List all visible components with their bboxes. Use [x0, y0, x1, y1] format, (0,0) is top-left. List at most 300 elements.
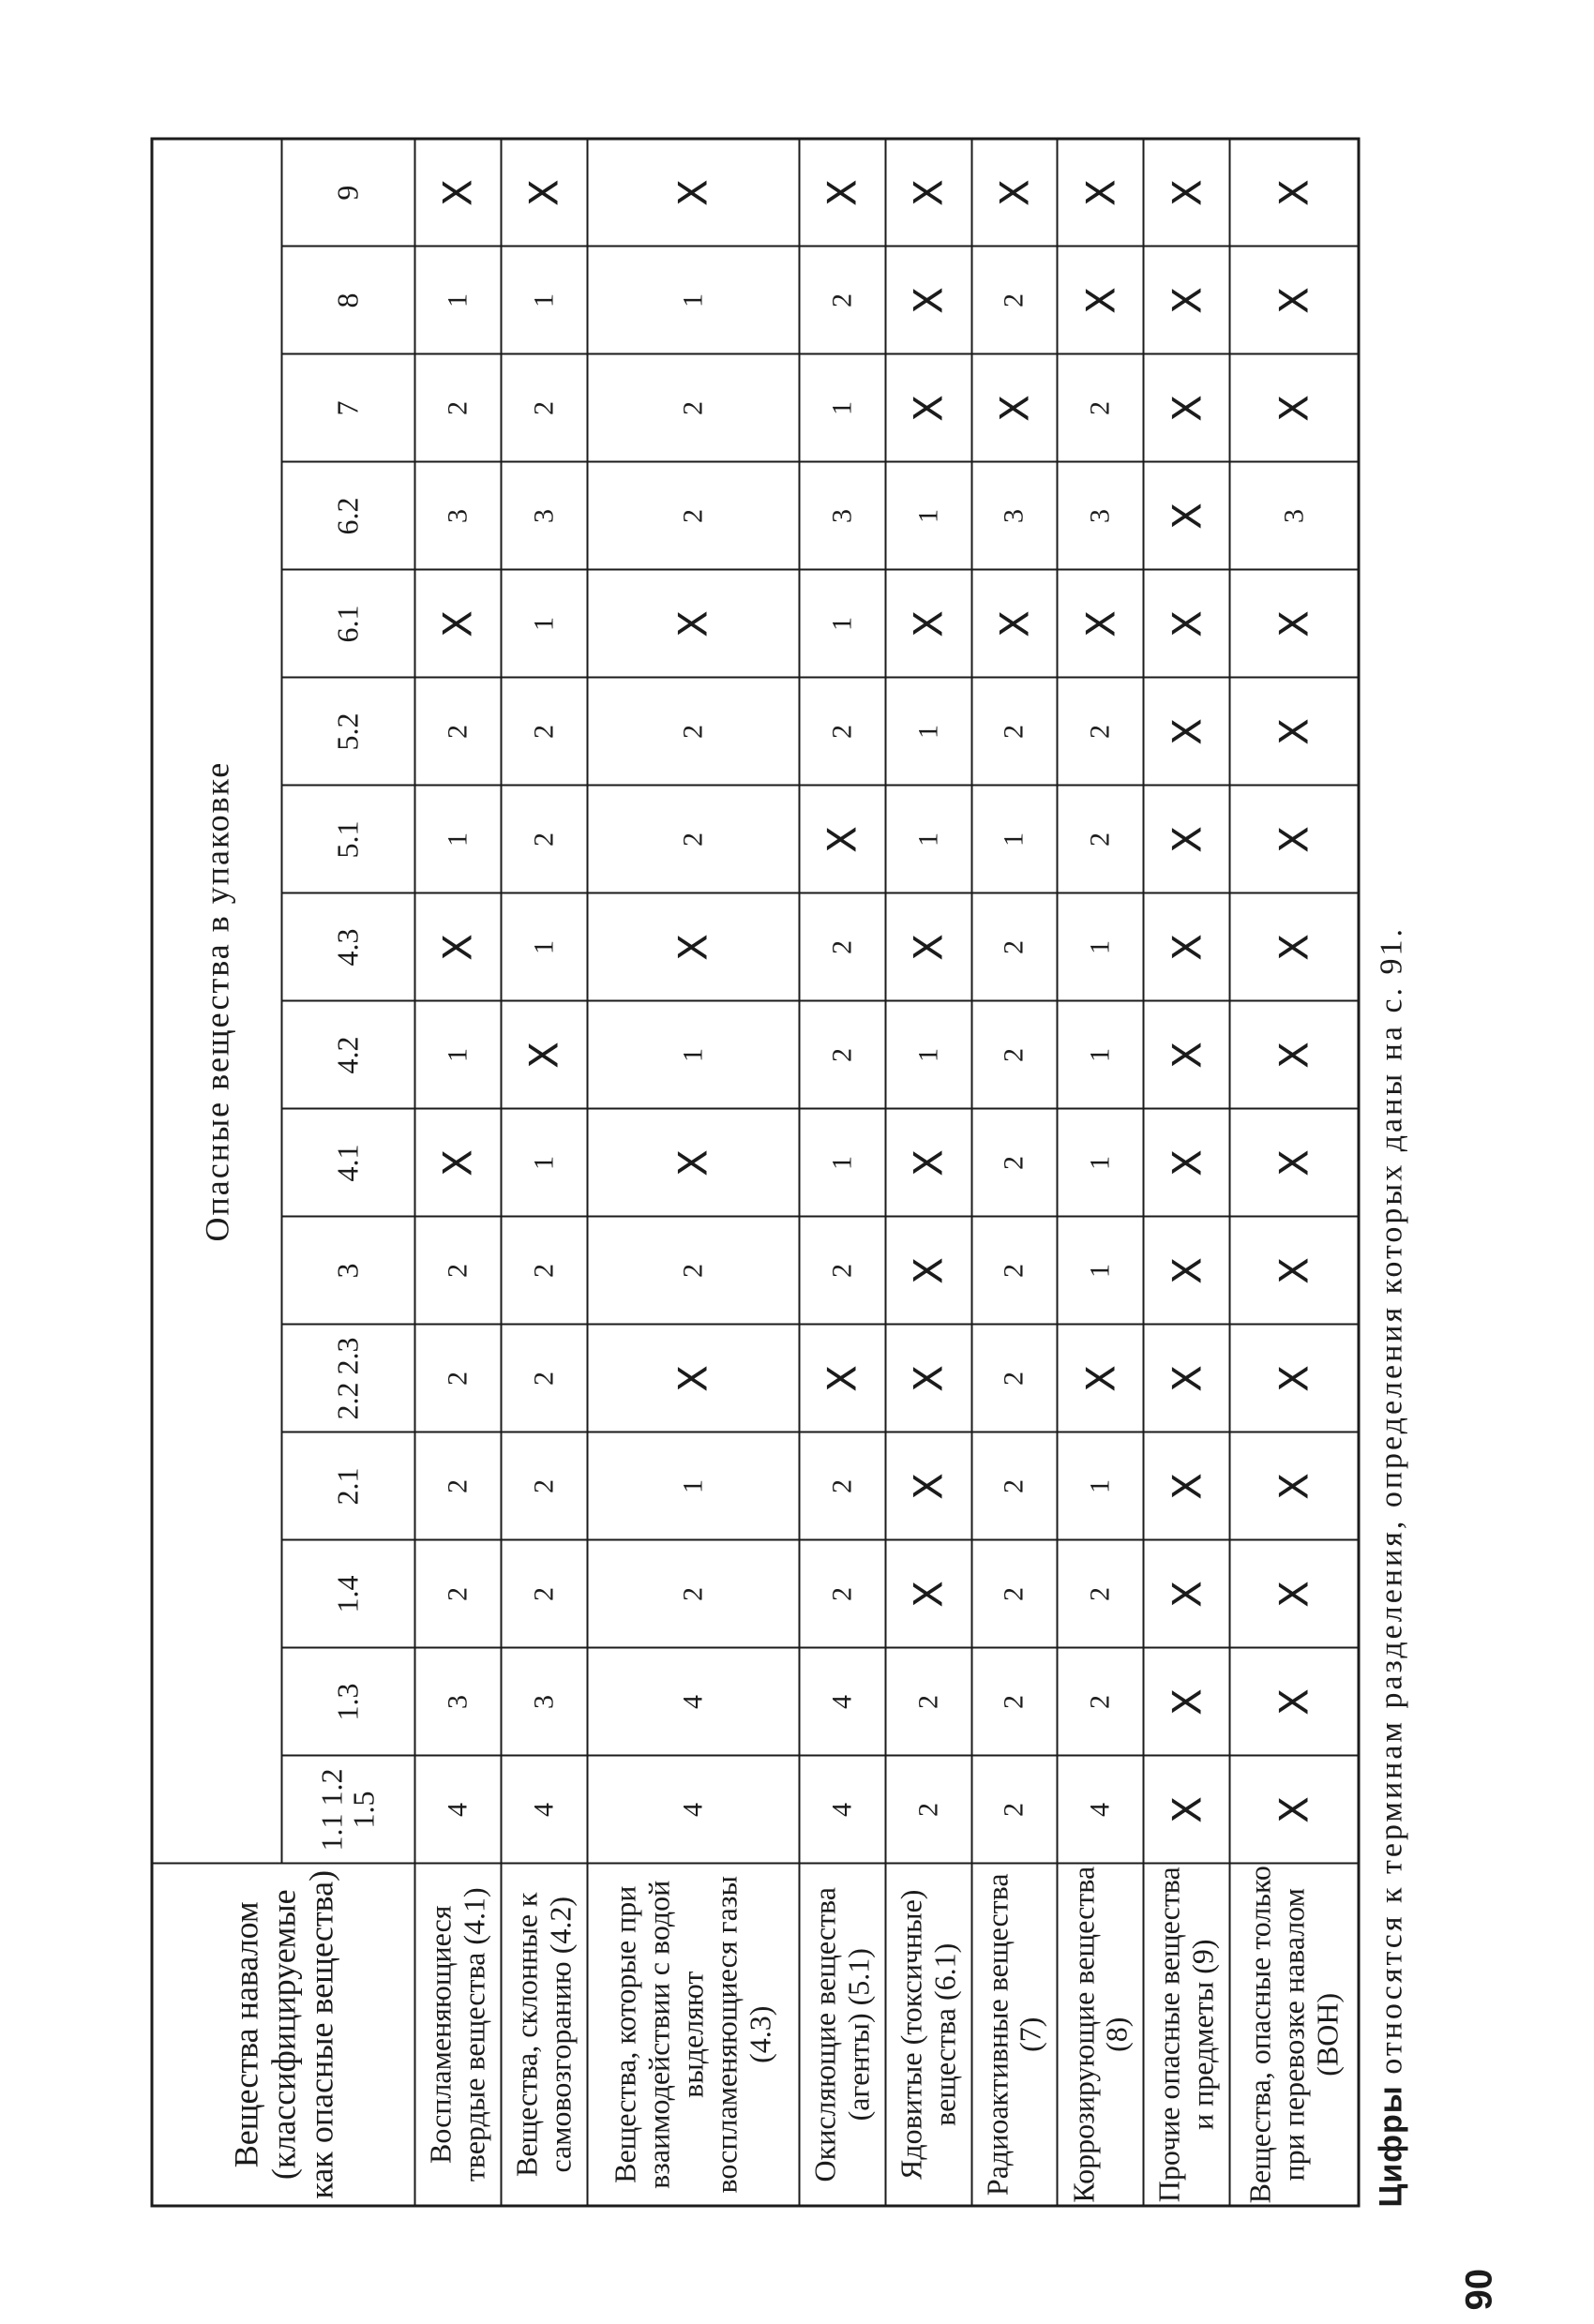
- cross-mark: X: [520, 178, 567, 206]
- column-header: 8: [281, 247, 414, 354]
- group-header: Опасные вещества в упаковке: [152, 138, 282, 1863]
- cell-value: 2: [676, 832, 708, 847]
- cross-mark: X: [1163, 1148, 1210, 1177]
- table-cell: [587, 1432, 799, 1540]
- column-header: 4.1: [281, 1109, 414, 1217]
- table-cell: [1143, 462, 1229, 570]
- table-cell: [501, 1001, 587, 1109]
- table-cell: [1143, 1001, 1229, 1109]
- cross-mark: X: [1076, 286, 1123, 314]
- cross-mark: X: [1271, 1148, 1317, 1177]
- cell-value: 2: [441, 1371, 473, 1386]
- table-cell: [1229, 1001, 1358, 1109]
- cross-mark: X: [905, 178, 952, 206]
- cell-value: 1: [998, 832, 1030, 847]
- cross-mark: X: [990, 394, 1037, 422]
- cell-value: 1: [825, 616, 857, 631]
- cross-mark: X: [1163, 609, 1210, 637]
- table-cell: [885, 1540, 971, 1648]
- table-cell: [1057, 354, 1143, 462]
- cell-value: 2: [998, 1694, 1030, 1709]
- cell-value: 2: [1084, 1694, 1116, 1709]
- row-label: Окисляющие вещества (агенты) (5.1): [799, 1864, 885, 2206]
- table-cell: [1229, 1217, 1358, 1325]
- table-cell: [1057, 678, 1143, 786]
- table-cell: [1057, 1756, 1143, 1864]
- row-label: Ядовитые (токсичные) вещества (6.1): [885, 1864, 971, 2206]
- cross-mark: X: [1163, 717, 1210, 745]
- table-cell: [501, 893, 587, 1001]
- table-cell: [799, 354, 885, 462]
- cross-mark: X: [1163, 286, 1210, 314]
- cross-mark: X: [1163, 1795, 1210, 1823]
- table-cell: [1057, 1648, 1143, 1756]
- table-cell: [1143, 247, 1229, 354]
- table-cell: [971, 1109, 1058, 1217]
- cross-mark: X: [905, 933, 952, 961]
- row-label: Коррозирующие вещества (8): [1057, 1864, 1143, 2206]
- cell-value: 4: [527, 1802, 559, 1817]
- table-cell: [1057, 247, 1143, 354]
- table-cell: [971, 1325, 1058, 1432]
- table-cell: [1229, 1756, 1358, 1864]
- cell-value: 3: [441, 508, 473, 523]
- table-cell: [501, 138, 587, 246]
- cell-value: 2: [998, 939, 1030, 954]
- cell-value: 1: [676, 1047, 708, 1062]
- page-number: 90: [1458, 2268, 1499, 2310]
- row-label: Воспламеняющиеся твердые вещества (4.1): [414, 1864, 501, 2206]
- table-cell: [587, 1540, 799, 1648]
- table-cell: [885, 247, 971, 354]
- table-cell: [885, 786, 971, 893]
- cell-value: 1: [527, 292, 559, 307]
- table-cell: [799, 893, 885, 1001]
- table-cell: [501, 1217, 587, 1325]
- cell-value: 3: [527, 508, 559, 523]
- table-cell: [414, 1648, 501, 1756]
- cross-mark: X: [1271, 286, 1317, 314]
- cell-value: 2: [825, 724, 857, 739]
- cell-value: 2: [998, 1263, 1030, 1278]
- table-cell: [1057, 1109, 1143, 1217]
- table-cell: [501, 462, 587, 570]
- table-cell: [587, 1001, 799, 1109]
- cell-value: 4: [825, 1802, 857, 1817]
- column-header: 1.3: [281, 1648, 414, 1756]
- table-cell: [1229, 1432, 1358, 1540]
- table-cell: [1229, 138, 1358, 246]
- cell-value: 3: [825, 508, 857, 523]
- cell-value: 2: [911, 1694, 943, 1709]
- table-cell: [587, 1217, 799, 1325]
- table-cell: [414, 462, 501, 570]
- cross-mark: X: [905, 1580, 952, 1608]
- cell-value: 2: [527, 724, 559, 739]
- table-cell: [1057, 893, 1143, 1001]
- column-header: 6.2: [281, 462, 414, 570]
- column-header: 4.2: [281, 1001, 414, 1109]
- table-cell: [1057, 462, 1143, 570]
- table-cell: [1143, 1648, 1229, 1756]
- column-header: 7: [281, 354, 414, 462]
- cell-value: 1: [1084, 1155, 1116, 1170]
- table-row: [799, 138, 885, 2205]
- table-cell: [414, 1217, 501, 1325]
- table-row: [414, 138, 501, 2205]
- cell-value: 4: [676, 1694, 708, 1709]
- table-row: [501, 138, 587, 2205]
- table-cell: [414, 1432, 501, 1540]
- cell-value: 2: [676, 1263, 708, 1278]
- table-cell: [501, 247, 587, 354]
- column-header: 3: [281, 1217, 414, 1325]
- table-cell: [799, 462, 885, 570]
- cell-value: 1: [527, 1155, 559, 1170]
- cross-mark: X: [1271, 1472, 1317, 1500]
- cross-mark: X: [819, 825, 865, 853]
- table-cell: [587, 1325, 799, 1432]
- table-cell: [587, 786, 799, 893]
- cell-value: 2: [527, 1478, 559, 1493]
- table-cell: [971, 462, 1058, 570]
- table-cell: [971, 570, 1058, 678]
- table-body: [414, 138, 1359, 2205]
- table-cell: [885, 570, 971, 678]
- cell-value: 2: [998, 1047, 1030, 1062]
- cross-mark: X: [1076, 609, 1123, 637]
- table-cell: [414, 354, 501, 462]
- table-cell: [1143, 678, 1229, 786]
- cell-value: 3: [1277, 508, 1309, 523]
- table-row: [1057, 138, 1143, 2205]
- cross-mark: X: [905, 609, 952, 637]
- table-cell: [1229, 354, 1358, 462]
- cell-value: 2: [441, 1586, 473, 1601]
- cross-mark: X: [1163, 1687, 1210, 1716]
- cell-value: 2: [998, 1371, 1030, 1386]
- table-row: [1229, 138, 1358, 2205]
- cell-value: 1: [676, 292, 708, 307]
- table-cell: [1229, 1325, 1358, 1432]
- table-cell: [1143, 354, 1229, 462]
- cross-mark: X: [1163, 1041, 1210, 1069]
- table-cell: [1143, 1432, 1229, 1540]
- table-cell: [971, 1756, 1058, 1864]
- table-cell: [885, 462, 971, 570]
- table-cell: [1057, 1540, 1143, 1648]
- column-header: 5.2: [281, 678, 414, 786]
- table-row: [587, 138, 799, 2205]
- cross-mark: X: [905, 394, 952, 422]
- table-cell: [1229, 786, 1358, 893]
- cell-value: 2: [441, 1478, 473, 1493]
- table-cell: [587, 1756, 799, 1864]
- cell-value: 1: [911, 1047, 943, 1062]
- table-cell: [799, 1756, 885, 1864]
- cross-mark: X: [669, 178, 716, 206]
- cross-mark: X: [520, 1041, 567, 1069]
- table-cell: [414, 678, 501, 786]
- cross-mark: X: [1271, 1687, 1317, 1716]
- table-cell: [971, 786, 1058, 893]
- column-header: 1.4: [281, 1540, 414, 1648]
- column-header: 5.1: [281, 786, 414, 893]
- cross-mark: X: [434, 1148, 481, 1177]
- table-cell: [885, 354, 971, 462]
- row-label: Вещества, которые при взаимодействии с водой выделяют воспламеняющиеся газы (4.3): [587, 1864, 799, 2206]
- cell-value: 2: [676, 1586, 708, 1601]
- table-cell: [1057, 138, 1143, 246]
- table-row: [885, 138, 971, 2205]
- cross-mark: X: [819, 178, 865, 206]
- table-cell: [414, 1756, 501, 1864]
- table-cell: [971, 678, 1058, 786]
- cross-mark: X: [905, 1364, 952, 1392]
- cross-mark: X: [905, 1148, 952, 1177]
- table-cell: [799, 1001, 885, 1109]
- cross-mark: X: [990, 609, 1037, 637]
- table-cell: [885, 893, 971, 1001]
- table-cell: [587, 1648, 799, 1756]
- table-cell: [1229, 893, 1358, 1001]
- column-header: 4.3: [281, 893, 414, 1001]
- cell-value: 4: [441, 1802, 473, 1817]
- table-cell: [1057, 1217, 1143, 1325]
- table-cell: [1229, 462, 1358, 570]
- table-cell: [971, 1540, 1058, 1648]
- table-caption: [1373, 925, 1409, 2207]
- table-cell: [1143, 1756, 1229, 1864]
- cross-mark: X: [1163, 1256, 1210, 1284]
- cell-value: 4: [825, 1694, 857, 1709]
- cell-value: 2: [441, 1263, 473, 1278]
- table-cell: [414, 1325, 501, 1432]
- row-label: Вещества, склонные к самовозгоранию (4.2): [501, 1864, 587, 2206]
- table-cell: [414, 1001, 501, 1109]
- table-cell: [1057, 1325, 1143, 1432]
- cell-value: 1: [441, 832, 473, 847]
- table-cell: [971, 1217, 1058, 1325]
- cross-mark: X: [1163, 1472, 1210, 1500]
- table-cell: [1143, 786, 1229, 893]
- table-cell: [587, 570, 799, 678]
- table-cell: [799, 786, 885, 893]
- table-cell: [971, 1432, 1058, 1540]
- table-cell: [501, 1325, 587, 1432]
- cell-value: 2: [825, 1263, 857, 1278]
- cell-value: 2: [1084, 1586, 1116, 1601]
- table-cell: [501, 786, 587, 893]
- table-cell: [1229, 678, 1358, 786]
- cell-value: 2: [527, 1263, 559, 1278]
- cross-mark: X: [1271, 394, 1317, 422]
- table-cell: [1143, 138, 1229, 246]
- cross-mark: X: [1271, 1364, 1317, 1392]
- cell-value: 2: [825, 1047, 857, 1062]
- table-cell: [885, 1432, 971, 1540]
- cross-mark: X: [1271, 933, 1317, 961]
- table-cell: [1143, 1109, 1229, 1217]
- cell-value: 2: [676, 400, 708, 415]
- cell-value: 2: [441, 724, 473, 739]
- table-cell: [799, 1648, 885, 1756]
- table-cell: [799, 1109, 885, 1217]
- cross-mark: X: [1271, 825, 1317, 853]
- cross-mark: X: [1271, 1580, 1317, 1608]
- table-cell: [799, 1325, 885, 1432]
- cross-mark: X: [1163, 1364, 1210, 1392]
- cross-mark: X: [1271, 609, 1317, 637]
- table-cell: [1057, 570, 1143, 678]
- cell-value: 4: [1084, 1802, 1116, 1817]
- cross-mark: X: [1163, 933, 1210, 961]
- column-header: 2.1: [281, 1432, 414, 1540]
- cell-value: 3: [527, 1694, 559, 1709]
- table-cell: [1229, 570, 1358, 678]
- cell-value: 2: [1084, 724, 1116, 739]
- cell-value: 1: [1084, 1478, 1116, 1493]
- cell-value: 2: [911, 1802, 943, 1817]
- table-cell: [1229, 247, 1358, 354]
- table-cell: [587, 247, 799, 354]
- table-cell: [971, 1001, 1058, 1109]
- table-cell: [885, 678, 971, 786]
- row-label: Прочие опасные вещества и предметы (9): [1143, 1864, 1229, 2206]
- table-cell: [414, 247, 501, 354]
- table-cell: [799, 1432, 885, 1540]
- cross-mark: X: [990, 178, 1037, 206]
- table-cell: [1143, 570, 1229, 678]
- cross-mark: X: [434, 609, 481, 637]
- table-cell: [885, 1217, 971, 1325]
- cell-value: 1: [911, 508, 943, 523]
- cross-mark: X: [905, 1472, 952, 1500]
- table-cell: [414, 786, 501, 893]
- cross-mark: X: [1271, 717, 1317, 745]
- table-cell: [971, 893, 1058, 1001]
- segregation-table-container: [150, 140, 1360, 2207]
- cross-mark: X: [1163, 394, 1210, 422]
- column-header: 9: [281, 138, 414, 246]
- table-cell: [1057, 1001, 1143, 1109]
- table-cell: [501, 1540, 587, 1648]
- row-label: Вещества, опасные только при перевозке навалом (ВОН): [1229, 1864, 1358, 2206]
- cell-value: 1: [1084, 939, 1116, 954]
- table-cell: [1143, 893, 1229, 1001]
- cross-mark: X: [669, 1148, 716, 1177]
- table-cell: [501, 570, 587, 678]
- cross-mark: X: [1271, 1041, 1317, 1069]
- cell-value: 2: [527, 1586, 559, 1601]
- cell-value: 1: [911, 724, 943, 739]
- header-row-group: [152, 138, 282, 2205]
- cell-value: 3: [998, 508, 1030, 523]
- cross-mark: X: [1271, 1256, 1317, 1284]
- cross-mark: X: [434, 933, 481, 961]
- table-cell: [971, 138, 1058, 246]
- cell-value: 2: [441, 400, 473, 415]
- cell-value: 2: [998, 1155, 1030, 1170]
- cell-value: 3: [441, 1694, 473, 1709]
- table-cell: [885, 1325, 971, 1432]
- cell-value: 1: [1084, 1263, 1116, 1278]
- cell-value: 2: [825, 292, 857, 307]
- cell-value: 2: [1084, 400, 1116, 415]
- cell-value: 1: [825, 1155, 857, 1170]
- table-cell: [799, 1217, 885, 1325]
- cell-value: 2: [998, 1586, 1030, 1601]
- cell-value: 2: [825, 939, 857, 954]
- table-cell: [587, 1109, 799, 1217]
- table-cell: [414, 138, 501, 246]
- cross-mark: X: [905, 1256, 952, 1284]
- cell-value: 2: [998, 292, 1030, 307]
- cell-value: 1: [527, 616, 559, 631]
- table-cell: [971, 247, 1058, 354]
- row-header: Вещества навалом (классифицируемые как опасные вещества): [152, 1864, 415, 2206]
- table-cell: [885, 1756, 971, 1864]
- cross-mark: X: [1163, 1580, 1210, 1608]
- cell-value: 2: [825, 1478, 857, 1493]
- cell-value: 2: [527, 832, 559, 847]
- table-cell: [587, 893, 799, 1001]
- table-cell: [1229, 1109, 1358, 1217]
- cell-value: 1: [676, 1478, 708, 1493]
- cross-mark: X: [1163, 502, 1210, 530]
- table-cell: [799, 570, 885, 678]
- cell-value: 2: [676, 724, 708, 739]
- cell-value: 1: [911, 832, 943, 847]
- table-cell: [501, 354, 587, 462]
- cell-value: 2: [527, 400, 559, 415]
- column-header: 1.1 1.2 1.5: [281, 1756, 414, 1864]
- table-cell: [587, 354, 799, 462]
- table-cell: [885, 1001, 971, 1109]
- table-cell: [1229, 1540, 1358, 1648]
- cross-mark: X: [819, 1364, 865, 1392]
- cell-value: 1: [825, 400, 857, 415]
- table-cell: [501, 1648, 587, 1756]
- caption-lead: Цифры: [1373, 2084, 1408, 2207]
- column-header: 2.2 2.3: [281, 1325, 414, 1432]
- caption-text: относятся к терминам разделения, определения которых даны на с. 91.: [1374, 925, 1408, 2075]
- table-cell: [1143, 1540, 1229, 1648]
- table-cell: [1229, 1648, 1358, 1756]
- cross-mark: X: [434, 178, 481, 206]
- cross-mark: X: [669, 1364, 716, 1392]
- table-cell: [885, 1648, 971, 1756]
- row-label: Радиоактивные вещества (7): [971, 1864, 1058, 2206]
- cross-mark: X: [1163, 178, 1210, 206]
- cell-value: 1: [527, 939, 559, 954]
- cell-value: 2: [676, 508, 708, 523]
- cell-value: 2: [998, 1478, 1030, 1493]
- cell-value: 3: [1084, 508, 1116, 523]
- cross-mark: X: [669, 933, 716, 961]
- cell-value: 2: [998, 724, 1030, 739]
- cell-value: 1: [441, 1047, 473, 1062]
- column-header: 6.1: [281, 570, 414, 678]
- table-cell: [799, 138, 885, 246]
- table-cell: [971, 1648, 1058, 1756]
- table-cell: [799, 1540, 885, 1648]
- table-cell: [971, 354, 1058, 462]
- cross-mark: X: [1271, 178, 1317, 206]
- table-cell: [414, 893, 501, 1001]
- table-cell: [587, 138, 799, 246]
- cross-mark: X: [1163, 825, 1210, 853]
